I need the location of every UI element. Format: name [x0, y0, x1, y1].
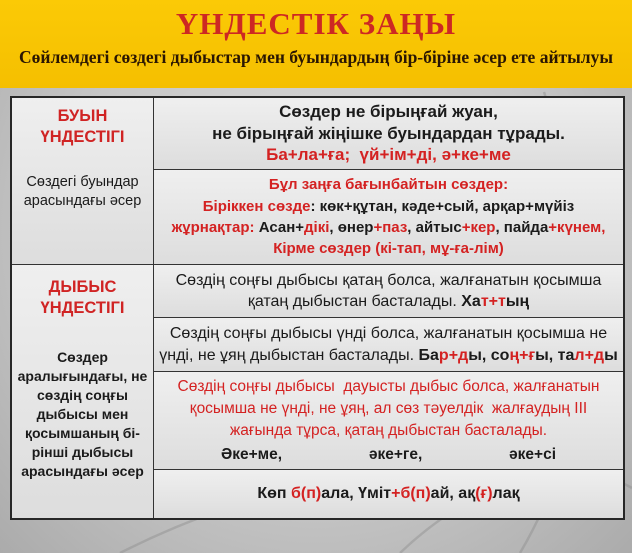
- section-heading-syllable: БУЫН ҮНДЕСТІГІ: [40, 107, 125, 146]
- page-title: ҮНДЕСТІК ЗАҢЫ: [175, 6, 457, 41]
- cell-vowel-rule: Сөздің соңғы дыбысы дауысты дыбыс болса, жалғанатын қосымша не үнді, не ұяң, ал сөз тәуелдік жалғаудың III жағында тұрса, қатаң дыбыстан басталады. Әке+ме, әке+ге, әке+сі: [154, 372, 623, 470]
- harmony-table: [10, 96, 625, 520]
- section-heading-sound: ДЫБЫС ҮНДЕСТІГІ: [40, 278, 125, 317]
- cell-voiceless-rule: Сөздің соңғы дыбысы қатаң болса, жалғанатын қосымша қатаң дыбыстан басталады. Хат+тың: [154, 265, 623, 318]
- cell-sound-exceptions: Көп б(п)ала, Үміт+б(п)ай, ақ(ғ)лақ: [154, 470, 623, 518]
- cell-syllable-rule: Сөздер не бірыңғай жуан, не бірыңғай жіңішке буындардан тұрады. Ба+ла+ға; үй+ім+ді, ә+ке+ме: [154, 98, 623, 170]
- cell-syllable-exceptions: Бұл заңға бағынбайтын сөздер: Біріккен сөзде: көк+құтан, кәде+сый, арқар+мүйіз жұрнақтар: Асан+дікі, өнер+паз, айтыс+кер, пайда+күнем, Кірме сөздер (кі-тап, мұ-ға-лім): [154, 170, 623, 265]
- cell-sonorant-rule: Сөздің соңғы дыбысы үнді болса, жалғанатын қосымша не үнді, не ұяң дыбыстан басталады. Бар+ды, соң+ғы, тал+ды: [154, 318, 623, 372]
- header-band: [0, 0, 632, 88]
- section-syllable-harmony: [12, 98, 154, 265]
- section-description-sound: Сөздер аралығындағы, не сөздің соңғы дыбысы мен қосымшаның бі-рінші дыбысы арасындағы әсер: [17, 349, 148, 479]
- page-subtitle: Сөйлемдегі сөздегі дыбыстар мен буындардың бір-біріне әсер ете айтылуы: [18, 47, 614, 68]
- section-sound-harmony: [12, 265, 154, 518]
- section-description-syllable: Сөздегі буындар арасындағы әсер: [23, 174, 142, 210]
